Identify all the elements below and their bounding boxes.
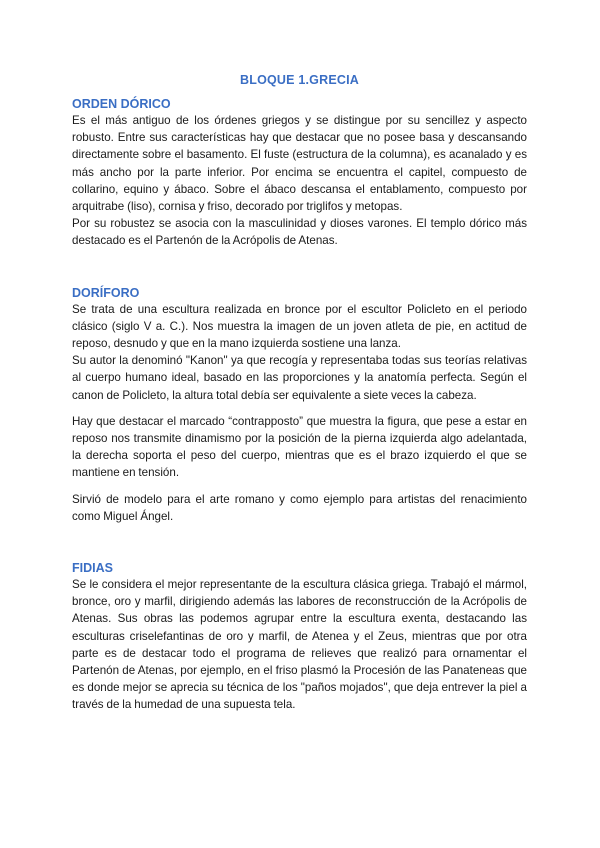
document-title: BLOQUE 1.GRECIA: [240, 73, 359, 87]
section-heading: DORÍFORO: [72, 285, 140, 300]
paragraph: Hay que destacar el marcado “contrapposto” que muestra la figura, que pese a estar en reposo nos transmite dinamismo por la posición de la pierna izquierda algo adelantada, la derecha soporta el peso del cuerpo, mientras que es el brazo izquierdo el que se mantiene en tensión.: [72, 414, 527, 480]
paragraph-spacer: [72, 404, 527, 413]
section-doriforo: [72, 285, 527, 525]
section-orden-dorico: [72, 96, 527, 250]
section-heading: FIDIAS: [72, 561, 113, 576]
section-fidias: [72, 560, 527, 714]
paragraph: Se trata de una escultura realizada en bronce por el escultor Policleto en el periodo clásico (siglo V a. C.). Nos muestra la imagen de un joven atleta de pie, en actitud de reposo, desnudo y que en la mano izquierda sostiene una lanza.: [72, 302, 527, 351]
paragraph: Sirvió de modelo para el arte romano y como ejemplo para artistas del renacimiento como Miguel Ángel.: [72, 492, 527, 523]
section-heading: ORDEN DÓRICO: [72, 97, 171, 111]
section-spacer: [72, 525, 527, 560]
paragraph: Es el más antiguo de los órdenes griegos y se distingue por su sencillez y aspecto robusto. Entre sus características hay que destacar que no posee basa y descansando directamente sobre el basamento. El fuste (estructura de la columna), es acanalado y es más ancho por la parte inferior. Por encima se encuentra el capitel, compuesto de collarino, equino y ábaco. Sobre el ábaco descansa el entablamento, compuesto por arquitrabe (liso), cornisa y friso, decorado por triglifos y metopas.: [72, 114, 527, 214]
paragraph: Su autor la denominó "Kanon" ya que recogía y representaba todas sus teorías relativas al cuerpo humano ideal, basado en las proporciones y la anatomía perfecta. Según el canon de Policleto, la altura total debía ser equivalente a siete veces la cabeza.: [72, 354, 527, 402]
paragraph: Se le considera el mejor representante de la escultura clásica griega. Trabajó el mármol, bronce, oro y marfil, dirigiendo además las labores de reconstrucción de la Acrópolis de Atenas. Sus obras las podemos agrupar entre la escultura exenta, destacando las esculturas criselefantinas de oro y marfil, de Atenea y el Zeus, mientras que por otra parte es de destacar todo el programa de relieves que realizó para ornamentar el Partenón de Atenas, por ejemplo, en el friso plasmó la Procesión de las Panateneas que es donde mejor se aprecia su técnica de los "paños mojados", que deja entrever la piel a través de la humedad de una supuesta tela.: [72, 578, 527, 712]
section-spacer: [72, 250, 527, 285]
document-page: [72, 72, 527, 714]
paragraph-spacer: [72, 482, 527, 491]
paragraph: Por su robustez se asocia con la masculinidad y dioses varones. El templo dórico más destacado es el Partenón de la Acrópolis de Atenas.: [72, 217, 527, 248]
